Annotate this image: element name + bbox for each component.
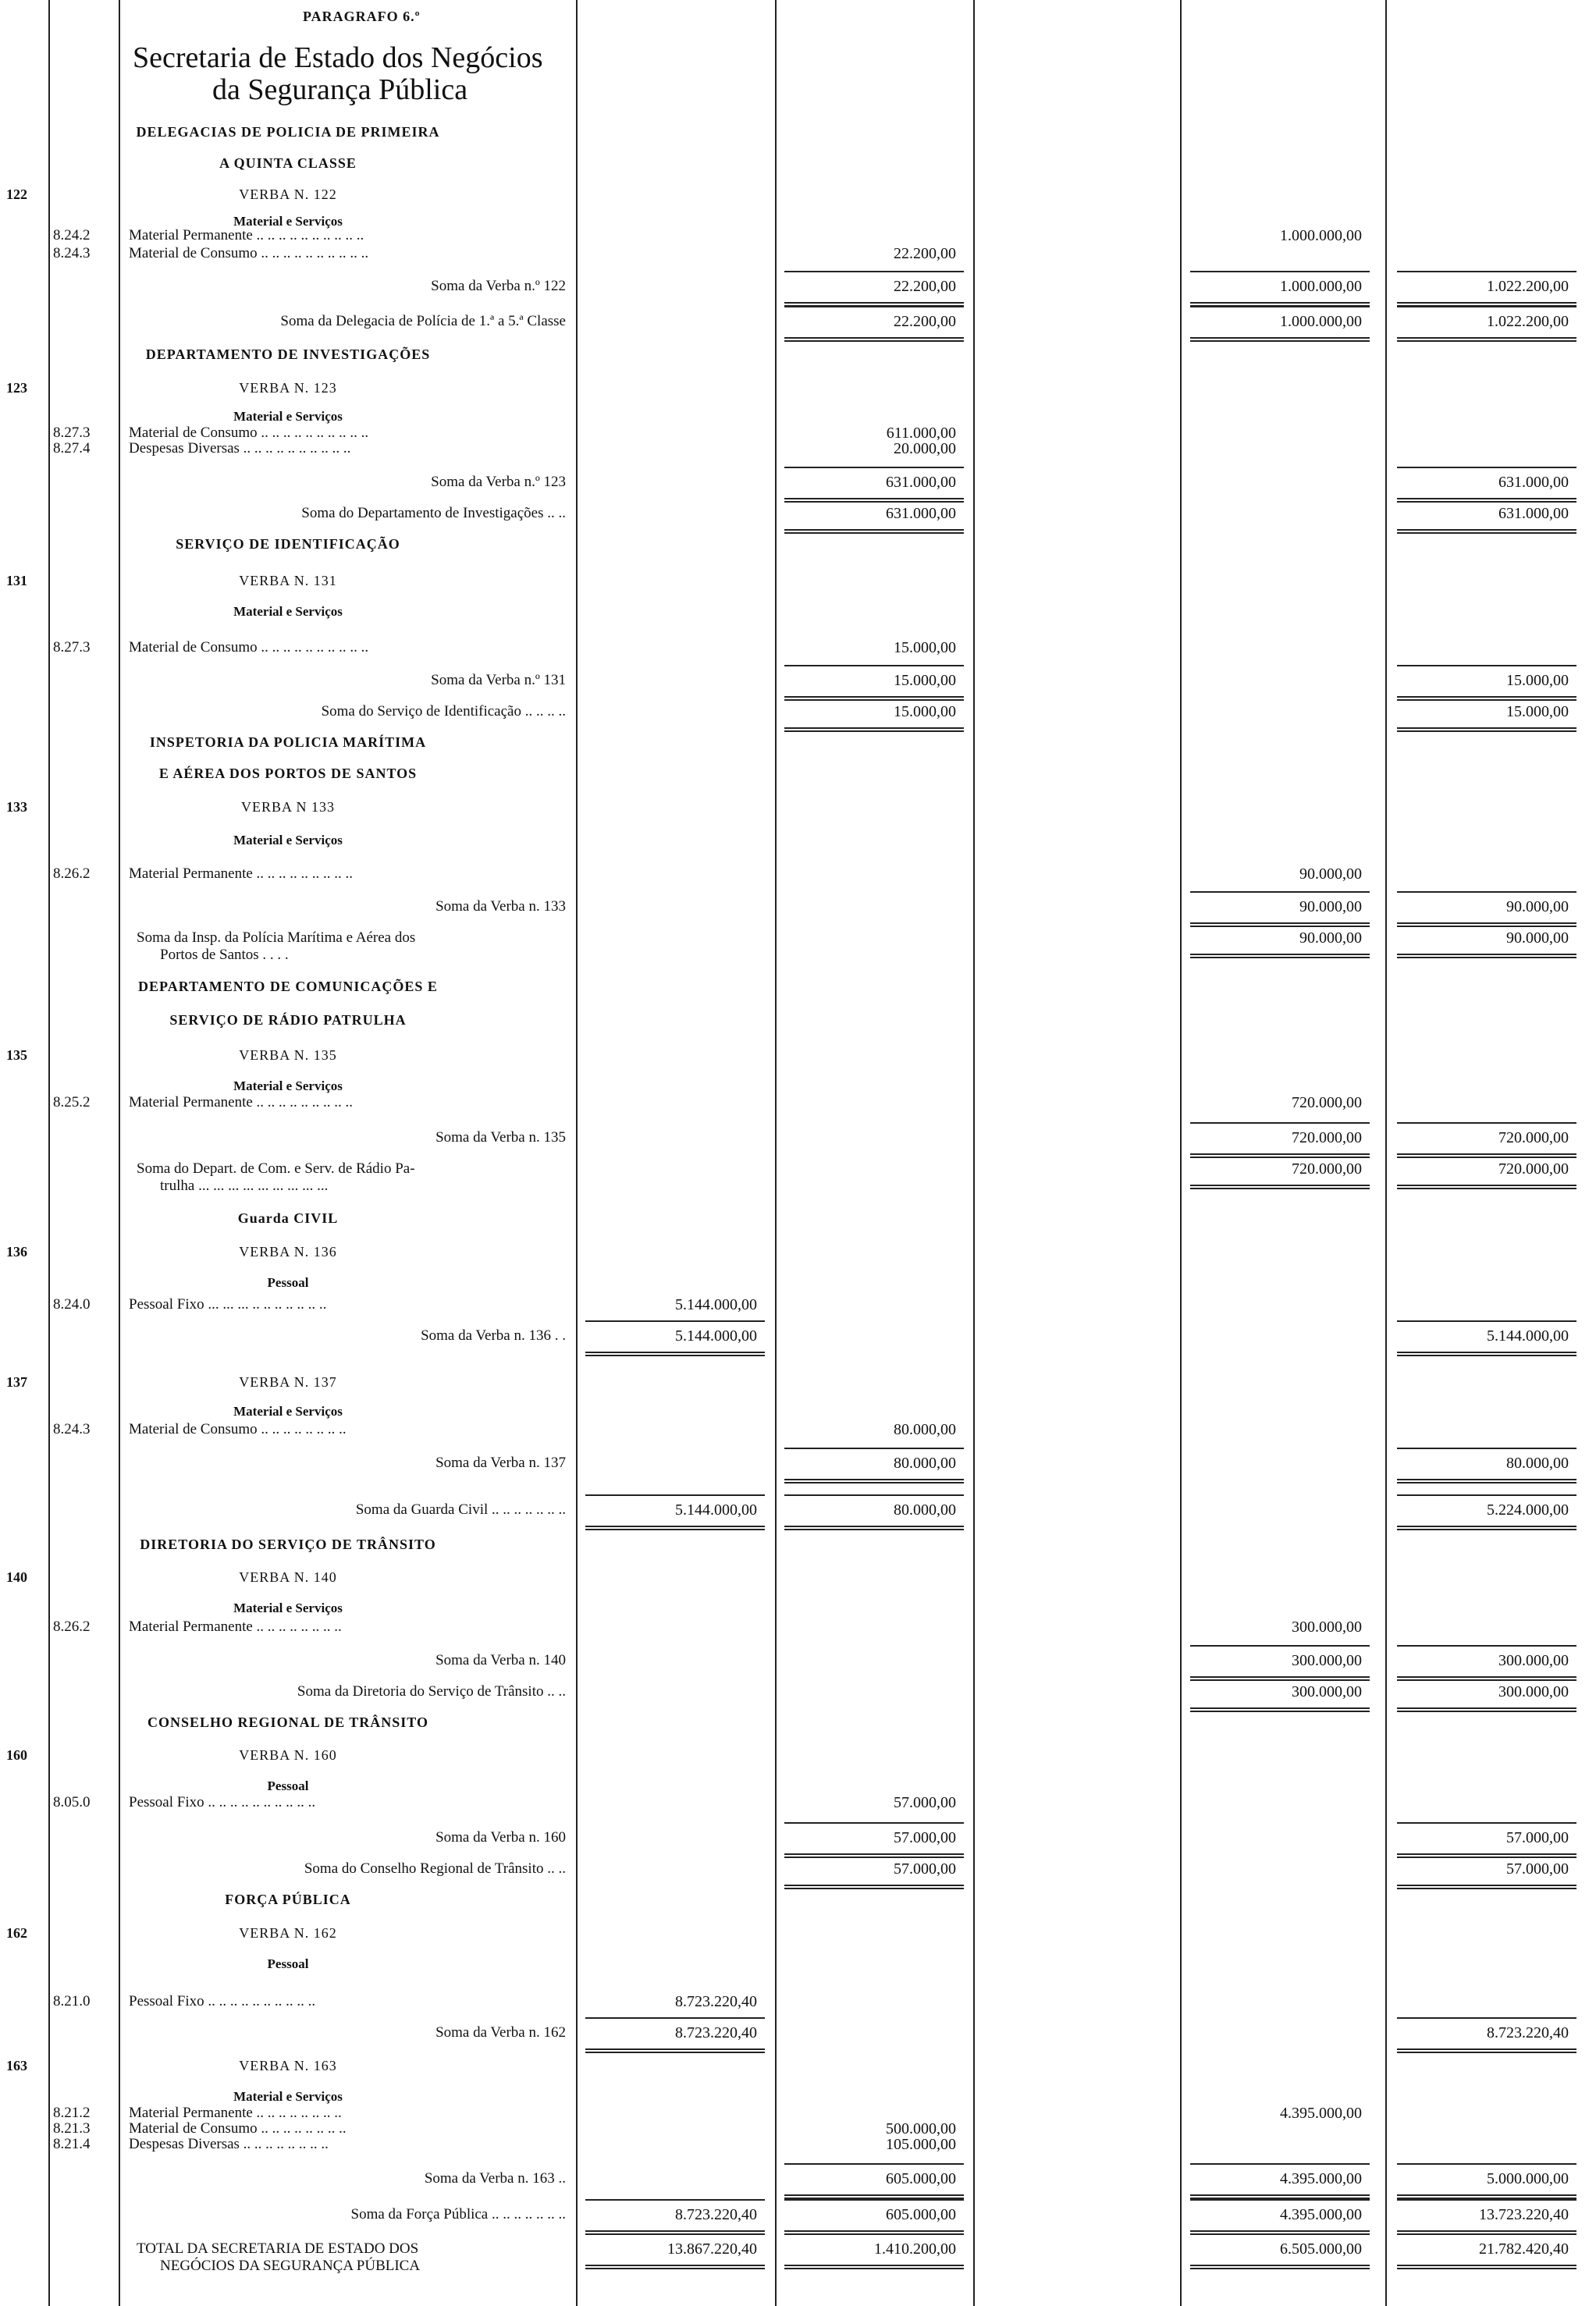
underline-rule — [784, 665, 964, 666]
subtotal-label-cont: trulha ... ... ... ... ... ... ... ... ... — [160, 1178, 329, 1194]
subsection-heading: Pessoal — [267, 1956, 309, 1971]
amount-c2: 22.200,00 — [894, 278, 956, 295]
verba-heading: VERBA N. 160 — [239, 1747, 337, 1763]
page-title-line2: da Segurança Pública — [212, 73, 468, 106]
item-label: Material Permanente .. .. .. .. .. .. .. .. .. — [129, 865, 354, 882]
item-label: Despesas Diversas .. .. .. .. .. .. .. .. — [129, 2136, 329, 2152]
underline-rule — [1397, 1479, 1576, 1483]
item-code: 8.26.2 — [53, 1618, 91, 1635]
verba-heading: VERBA N. 122 — [239, 187, 337, 202]
amount-c2: 15.000,00 — [894, 703, 956, 720]
amount-c2: 20.000,00 — [894, 440, 956, 457]
amount-c5: 15.000,00 — [1506, 672, 1569, 689]
underline-rule — [1397, 1853, 1576, 1855]
subtotal-label: Soma da Verba n. 136 . . — [421, 1327, 566, 1344]
subtotal-label: Soma da Verba n.º 131 — [431, 672, 566, 688]
subsection-heading: Material e Serviços — [233, 409, 343, 424]
amount-c5: 90.000,00 — [1506, 898, 1569, 915]
item-label: Material Permanente .. .. .. .. .. .. .. .. .. .. — [129, 227, 364, 243]
amount-c4: 90.000,00 — [1299, 898, 1362, 915]
underline-rule — [1190, 2265, 1370, 2269]
subtotal-label: Soma da Verba n. 163 .. — [424, 2170, 566, 2187]
underline-rule — [784, 1448, 964, 1449]
underline-rule — [1397, 2048, 1576, 2053]
item-code: 8.26.2 — [53, 865, 91, 882]
underline-rule — [784, 1885, 964, 1889]
verba-heading: VERBA N. 136 — [239, 1244, 337, 1260]
amount-c4: 6.505.000,00 — [1280, 2240, 1362, 2258]
underline-rule — [784, 2265, 964, 2269]
subsection-heading: Material e Serviços — [233, 1404, 343, 1419]
underline-rule — [1190, 1707, 1370, 1712]
underline-rule — [1397, 2017, 1576, 2019]
underline-rule — [1190, 1645, 1370, 1647]
underline-rule — [585, 1526, 765, 1530]
subtotal-label: Soma da Verba n. 162 — [435, 2024, 566, 2041]
subtotal-label: Soma do Conselho Regional de Trânsito .. .. — [304, 1860, 566, 1877]
amount-c2: 57.000,00 — [894, 1794, 956, 1811]
underline-rule — [585, 2048, 765, 2053]
amount-c2: 80.000,00 — [894, 1501, 956, 1519]
subtotal-label-cont: NEGÓCIOS DA SEGURANÇA PÚBLICA — [160, 2258, 421, 2274]
subtotal-label: Soma do Departamento de Investigações .. .. — [301, 505, 566, 521]
item-label: Material de Consumo .. .. .. .. .. .. .. .. .. .. — [129, 639, 369, 656]
subtotal-label: Soma da Verba n. 133 — [435, 898, 566, 915]
column-rule — [775, 0, 777, 2306]
underline-rule — [1397, 337, 1576, 342]
underline-rule — [1397, 2163, 1576, 2165]
underline-rule — [1397, 1885, 1576, 1889]
subsection-heading: Pessoal — [267, 1275, 309, 1290]
subtotal-label: TOTAL DA SECRETARIA DE ESTADO DOS — [137, 2240, 419, 2257]
underline-rule — [1397, 467, 1576, 468]
item-code: 8.24.2 — [53, 227, 91, 243]
underline-rule — [1190, 954, 1370, 958]
subtotal-label: Soma da Verba n.º 123 — [431, 474, 566, 490]
underline-rule — [585, 2199, 765, 2201]
underline-rule — [1397, 1122, 1576, 1124]
verba-number: 160 — [6, 1747, 27, 1763]
amount-c2: 1.410.200,00 — [874, 2240, 956, 2258]
amount-c1: 13.867.220,40 — [667, 2240, 757, 2258]
item-label: Pessoal Fixo .. .. .. .. .. .. .. .. .. .. — [129, 1794, 316, 1810]
underline-rule — [585, 1320, 765, 1322]
verba-number: 136 — [6, 1244, 27, 1260]
verba-heading: VERBA N. 140 — [239, 1569, 337, 1585]
verba-number: 131 — [6, 573, 27, 588]
item-label: Material de Consumo .. .. .. .. .. .. .. .. .. .. — [129, 245, 369, 261]
section-heading: Guarda CIVIL — [237, 1210, 339, 1226]
underline-rule — [1397, 529, 1576, 534]
subtotal-label: Soma da Verba n. 140 — [435, 1652, 566, 1668]
amount-c4: 300.000,00 — [1292, 1683, 1362, 1700]
section-heading: DELEGACIAS DE POLICIA DE PRIMEIRA — [136, 124, 440, 140]
underline-rule — [784, 1526, 964, 1530]
subtotal-label: Soma da Guarda Civil .. .. .. .. .. .. .. — [355, 1501, 566, 1518]
underline-rule — [1397, 306, 1576, 307]
item-label: Material de Consumo .. .. .. .. .. .. .. .. — [129, 2120, 347, 2137]
underline-rule — [1397, 1320, 1576, 1322]
column-rule — [576, 0, 578, 2306]
item-code: 8.24.3 — [53, 1421, 91, 1437]
section-heading: DEPARTAMENTO DE INVESTIGAÇÕES — [145, 346, 431, 362]
underline-rule — [1397, 1494, 1576, 1496]
underline-rule — [585, 2017, 765, 2019]
item-label: Material Permanente .. .. .. .. .. .. .. .. — [129, 1618, 342, 1635]
underline-rule — [1190, 337, 1370, 342]
underline-rule — [784, 306, 964, 307]
section-heading: FORÇA PÚBLICA — [225, 1892, 351, 1907]
underline-rule — [1190, 306, 1370, 307]
verba-heading: VERBA N. 123 — [239, 380, 337, 396]
amount-c2: 80.000,00 — [894, 1421, 956, 1438]
underline-rule — [585, 1494, 765, 1496]
amount-c5: 300.000,00 — [1498, 1652, 1569, 1669]
underline-rule — [1190, 2233, 1370, 2235]
section-heading: A QUINTA CLASSE — [219, 155, 357, 171]
amount-c5: 5.144.000,00 — [1487, 1327, 1569, 1345]
amount-c4: 4.395.000,00 — [1280, 2206, 1362, 2223]
amount-c5: 8.723.220,40 — [1487, 2024, 1569, 2041]
amount-c1: 5.144.000,00 — [675, 1327, 757, 1345]
amount-c2: 105.000,00 — [886, 2136, 956, 2153]
subtotal-label: Soma da Verba n. 160 — [435, 1829, 566, 1846]
section-heading: SERVIÇO DE IDENTIFICAÇÃO — [176, 536, 400, 552]
subtotal-label-cont: Portos de Santos . . . . — [160, 947, 289, 963]
verba-number: 122 — [6, 187, 27, 202]
item-label: Material Permanente .. .. .. .. .. .. .. .. .. — [129, 1094, 354, 1110]
amount-c5: 5.224.000,00 — [1487, 1501, 1569, 1519]
item-code: 8.24.0 — [53, 1296, 91, 1313]
underline-rule — [1397, 1822, 1576, 1824]
verba-number: 137 — [6, 1374, 27, 1390]
section-heading: INSPETORIA DA POLICIA MARÍTIMA — [149, 734, 427, 750]
amount-c5: 13.723.220,40 — [1479, 2206, 1569, 2223]
amount-c5: 15.000,00 — [1506, 703, 1569, 720]
page-title-line1: Secretaria de Estado dos Negócios — [133, 41, 543, 74]
underline-rule — [1190, 1153, 1370, 1155]
underline-rule — [784, 727, 964, 732]
amount-c2: 57.000,00 — [894, 1860, 956, 1878]
subtotal-label: Soma do Depart. de Com. e Serv. de Rádio Pa- — [137, 1160, 415, 1177]
amount-c2: 22.200,00 — [894, 313, 956, 330]
item-code: 8.21.2 — [53, 2105, 91, 2121]
amount-c1: 8.723.220,40 — [675, 1993, 757, 2010]
amount-c4: 4.395.000,00 — [1280, 2105, 1362, 2122]
amount-c5: 720.000,00 — [1498, 1129, 1569, 1146]
amount-c1: 5.144.000,00 — [675, 1296, 757, 1313]
amount-c4: 720.000,00 — [1292, 1129, 1362, 1146]
underline-rule — [1397, 1185, 1576, 1189]
item-label: Pessoal Fixo ... ... ... .. .. .. .. .. .. .. — [129, 1296, 327, 1313]
underline-rule — [1190, 1185, 1370, 1189]
underline-rule — [784, 1822, 964, 1824]
underline-rule — [784, 1853, 964, 1855]
amount-c2: 22.200,00 — [894, 245, 956, 262]
amount-c4: 300.000,00 — [1292, 1618, 1362, 1636]
amount-c2: 611.000,00 — [886, 425, 956, 442]
underline-rule — [1397, 2199, 1576, 2201]
amount-c4: 300.000,00 — [1292, 1652, 1362, 1669]
underline-rule — [1397, 498, 1576, 499]
subtotal-label: Soma do Serviço de Identificação .. .. .. .. — [321, 703, 566, 720]
verba-number: 162 — [6, 1925, 27, 1941]
amount-c5: 57.000,00 — [1506, 1829, 1569, 1846]
subsection-heading: Pessoal — [267, 1778, 309, 1793]
underline-rule — [784, 271, 964, 272]
item-code: 8.05.0 — [53, 1794, 91, 1810]
section-heading: SERVIÇO DE RÁDIO PATRULHA — [169, 1012, 407, 1028]
verba-heading: VERBA N 133 — [240, 799, 335, 815]
underline-rule — [1397, 1153, 1576, 1155]
underline-rule — [1190, 2199, 1370, 2201]
amount-c2: 57.000,00 — [894, 1829, 956, 1846]
item-code: 8.27.3 — [53, 639, 91, 656]
underline-rule — [1397, 2265, 1576, 2269]
amount-c2: 80.000,00 — [894, 1455, 956, 1472]
amount-c2: 500.000,00 — [886, 2120, 956, 2137]
underline-rule — [585, 2265, 765, 2269]
underline-rule — [784, 2163, 964, 2165]
amount-c4: 720.000,00 — [1292, 1160, 1362, 1178]
item-code: 8.21.0 — [53, 1993, 91, 2009]
amount-c4: 4.395.000,00 — [1280, 2170, 1362, 2187]
subtotal-label: Soma da Força Pública .. .. .. .. .. .. .. — [350, 2206, 566, 2223]
item-code: 8.21.4 — [53, 2136, 91, 2152]
amount-c4: 1.000.000,00 — [1280, 278, 1362, 295]
column-rule — [973, 0, 975, 2306]
amount-c5: 21.782.420,40 — [1479, 2240, 1569, 2258]
subtotal-label: Soma da Diretoria do Serviço de Trânsito .. .. — [297, 1683, 566, 1700]
underline-rule — [1397, 2233, 1576, 2235]
underline-rule — [1190, 922, 1370, 924]
item-label: Material de Consumo .. .. .. .. .. .. .. .. .. .. — [129, 425, 369, 441]
item-code: 8.27.3 — [53, 425, 91, 441]
item-code: 8.25.2 — [53, 1094, 91, 1110]
amount-c4: 90.000,00 — [1299, 929, 1362, 947]
verba-heading: VERBA N. 162 — [239, 1925, 337, 1941]
item-label: Material Permanente .. .. .. .. .. .. .. .. — [129, 2105, 342, 2121]
underline-rule — [784, 2233, 964, 2235]
verba-heading: VERBA N. 137 — [239, 1374, 337, 1390]
amount-c4: 1.000.000,00 — [1280, 227, 1362, 244]
amount-c5: 300.000,00 — [1498, 1683, 1569, 1700]
underline-rule — [1190, 1122, 1370, 1124]
subtotal-label: Soma da Delegacia de Polícia de 1.ª a 5.ª Classe — [280, 313, 566, 329]
amount-c2: 15.000,00 — [894, 672, 956, 689]
underline-rule — [1397, 271, 1576, 272]
amount-c5: 631.000,00 — [1498, 505, 1569, 522]
underline-rule — [1397, 1676, 1576, 1678]
underline-rule — [1190, 891, 1370, 893]
item-code: 8.24.3 — [53, 245, 91, 261]
item-label: Pessoal Fixo .. .. .. .. .. .. .. .. .. .. — [129, 1993, 316, 2009]
item-code: 8.27.4 — [53, 440, 91, 457]
column-rule — [1180, 0, 1182, 2306]
section-heading: CONSELHO REGIONAL DE TRÂNSITO — [148, 1714, 428, 1730]
underline-rule — [585, 1352, 765, 1356]
verba-number: 133 — [6, 799, 27, 815]
column-rule — [1385, 0, 1387, 2306]
verba-number: 140 — [6, 1569, 27, 1585]
verba-number: 123 — [6, 380, 27, 396]
amount-c5: 1.022.200,00 — [1487, 313, 1569, 330]
section-heading: DIRETORIA DO SERVIÇO DE TRÂNSITO — [140, 1537, 436, 1552]
paragraph-label: PARAGRAFO 6.º — [303, 9, 421, 24]
subsection-heading: Material e Serviços — [233, 2089, 343, 2104]
underline-rule — [784, 1494, 964, 1496]
subtotal-label: Soma da Verba n. 135 — [435, 1129, 566, 1146]
underline-rule — [1190, 2163, 1370, 2165]
underline-rule — [784, 529, 964, 534]
verba-number: 135 — [6, 1047, 27, 1063]
subsection-heading: Material e Serviços — [233, 1078, 343, 1093]
amount-c4: 90.000,00 — [1299, 865, 1362, 883]
underline-rule — [1397, 665, 1576, 666]
amount-c5: 1.022.200,00 — [1487, 278, 1569, 295]
underline-rule — [1397, 1352, 1576, 1356]
amount-c5: 720.000,00 — [1498, 1160, 1569, 1178]
verba-heading: VERBA N. 135 — [239, 1047, 337, 1063]
item-code: 8.21.3 — [53, 2120, 91, 2137]
underline-rule — [1397, 1645, 1576, 1647]
verba-heading: VERBA N. 163 — [239, 2058, 337, 2073]
section-heading: E AÉREA DOS PORTOS DE SANTOS — [158, 766, 418, 781]
amount-c2: 605.000,00 — [886, 2206, 956, 2223]
underline-rule — [784, 467, 964, 468]
underline-rule — [1190, 1676, 1370, 1678]
underline-rule — [1397, 1448, 1576, 1449]
amount-c2: 631.000,00 — [886, 474, 956, 491]
amount-c5: 57.000,00 — [1506, 1860, 1569, 1878]
subtotal-label: Soma da Verba n.º 122 — [431, 278, 566, 294]
amount-c5: 90.000,00 — [1506, 929, 1569, 947]
amount-c5: 631.000,00 — [1498, 474, 1569, 491]
underline-rule — [1397, 727, 1576, 732]
item-label: Material de Consumo .. .. .. .. .. .. .. .. — [129, 1421, 347, 1437]
underline-rule — [1397, 1526, 1576, 1530]
underline-rule — [1397, 1707, 1576, 1712]
underline-rule — [1190, 271, 1370, 272]
verba-heading: VERBA N. 131 — [239, 573, 337, 588]
amount-c5: 80.000,00 — [1506, 1455, 1569, 1472]
subsection-heading: Material e Serviços — [233, 1601, 343, 1615]
subtotal-label: Soma da Insp. da Polícia Marítima e Aérea dos — [137, 929, 416, 946]
underline-rule — [784, 696, 964, 698]
amount-c2: 605.000,00 — [886, 2170, 956, 2187]
subsection-heading: Material e Serviços — [233, 833, 343, 847]
underline-rule — [1397, 891, 1576, 893]
subsection-heading: Material e Serviços — [233, 214, 343, 229]
underline-rule — [784, 498, 964, 499]
amount-c2: 631.000,00 — [886, 505, 956, 522]
underline-rule — [1397, 954, 1576, 958]
section-heading: DEPARTAMENTO DE COMUNICAÇÕES E — [138, 979, 438, 994]
underline-rule — [585, 2233, 765, 2235]
amount-c4: 720.000,00 — [1292, 1094, 1362, 1111]
amount-c2: 15.000,00 — [894, 639, 956, 656]
item-label: Despesas Diversas .. .. .. .. .. .. .. .. .. .. — [129, 440, 351, 457]
underline-rule — [1397, 922, 1576, 924]
verba-number: 163 — [6, 2058, 27, 2073]
subsection-heading: Material e Serviços — [233, 604, 343, 619]
amount-c4: 1.000.000,00 — [1280, 313, 1362, 330]
underline-rule — [784, 2199, 964, 2201]
underline-rule — [784, 1479, 964, 1483]
underline-rule — [1397, 696, 1576, 698]
underline-rule — [784, 337, 964, 342]
amount-c5: 5.000.000,00 — [1487, 2170, 1569, 2187]
amount-c1: 5.144.000,00 — [675, 1501, 757, 1519]
subtotal-label: Soma da Verba n. 137 — [435, 1455, 566, 1471]
amount-c1: 8.723.220,40 — [675, 2206, 757, 2223]
amount-c1: 8.723.220,40 — [675, 2024, 757, 2041]
